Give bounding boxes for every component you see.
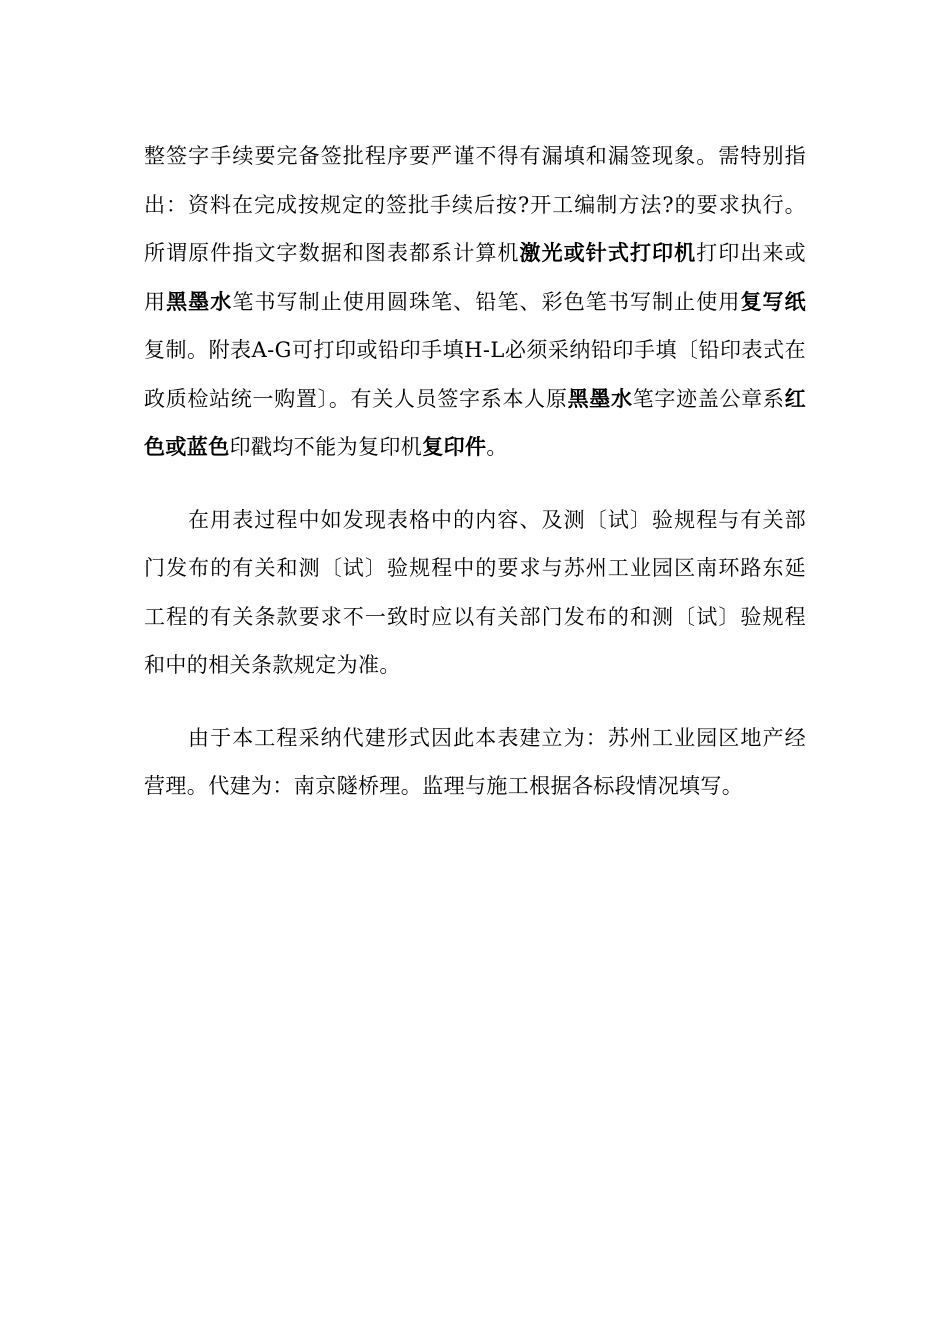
bold-text-black-ink: 黑墨水 (166, 289, 233, 314)
text-run: 由于本工程采纳代建形式因此本表建立为：苏州工业园区地产经营理。代建为：南京隧桥理。监理与施工根据各标段情况填写。 (144, 725, 806, 798)
document-body (144, 132, 806, 811)
text-run: 笔书写制止使用圆珠笔、铅笔、彩色笔书写制止使用 (232, 289, 741, 314)
text-run: 复制。附表A-G可打印或铅印手填H-L必须采纳铅印手填〔铅印表式在政质检站统一购置〕。有关人员签字系本人原 (144, 338, 806, 411)
bold-text-photocopy: 复印件 (422, 435, 487, 459)
bold-text-black-ink: 黑墨水 (567, 386, 633, 411)
paragraph-regulation-conflict (144, 496, 806, 690)
text-run: 打印出来或用 (144, 241, 806, 314)
bold-text-laser-printer: 激光或针式打印机 (519, 241, 697, 265)
text-run: 印戳均不能为复印机 (229, 435, 423, 459)
paragraph-signing-requirements (144, 132, 806, 472)
bold-text-carbon-paper: 复写纸 (740, 289, 807, 314)
paragraph-gap (144, 690, 806, 714)
bold-text-red-or-blue: 红色或蓝色 (144, 386, 806, 459)
text-run: 整签字手续要完备签批程序要严谨不得有漏填和漏签现象。需特别指出：资料在完成按规定的签批手续后按?开工编制方法?的要求执行。所谓原件指文字数据和图表都系计算机 (144, 144, 806, 265)
text-run: 笔字迹盖公章系 (632, 386, 785, 411)
paragraph-gap (144, 472, 806, 496)
text-run: 在用表过程中如发现表格中的内容、及测〔试〕验规程与有关部门发布的有关和测〔试〕验规程中的要求与苏州工业园区南环路东延工程的有关条款要求不一致时应以有关部门发布的和测〔试〕验规程和中的相关条款规定为准。 (144, 507, 806, 677)
paragraph-agent-construction (144, 714, 806, 811)
text-run: 。 (486, 435, 508, 459)
